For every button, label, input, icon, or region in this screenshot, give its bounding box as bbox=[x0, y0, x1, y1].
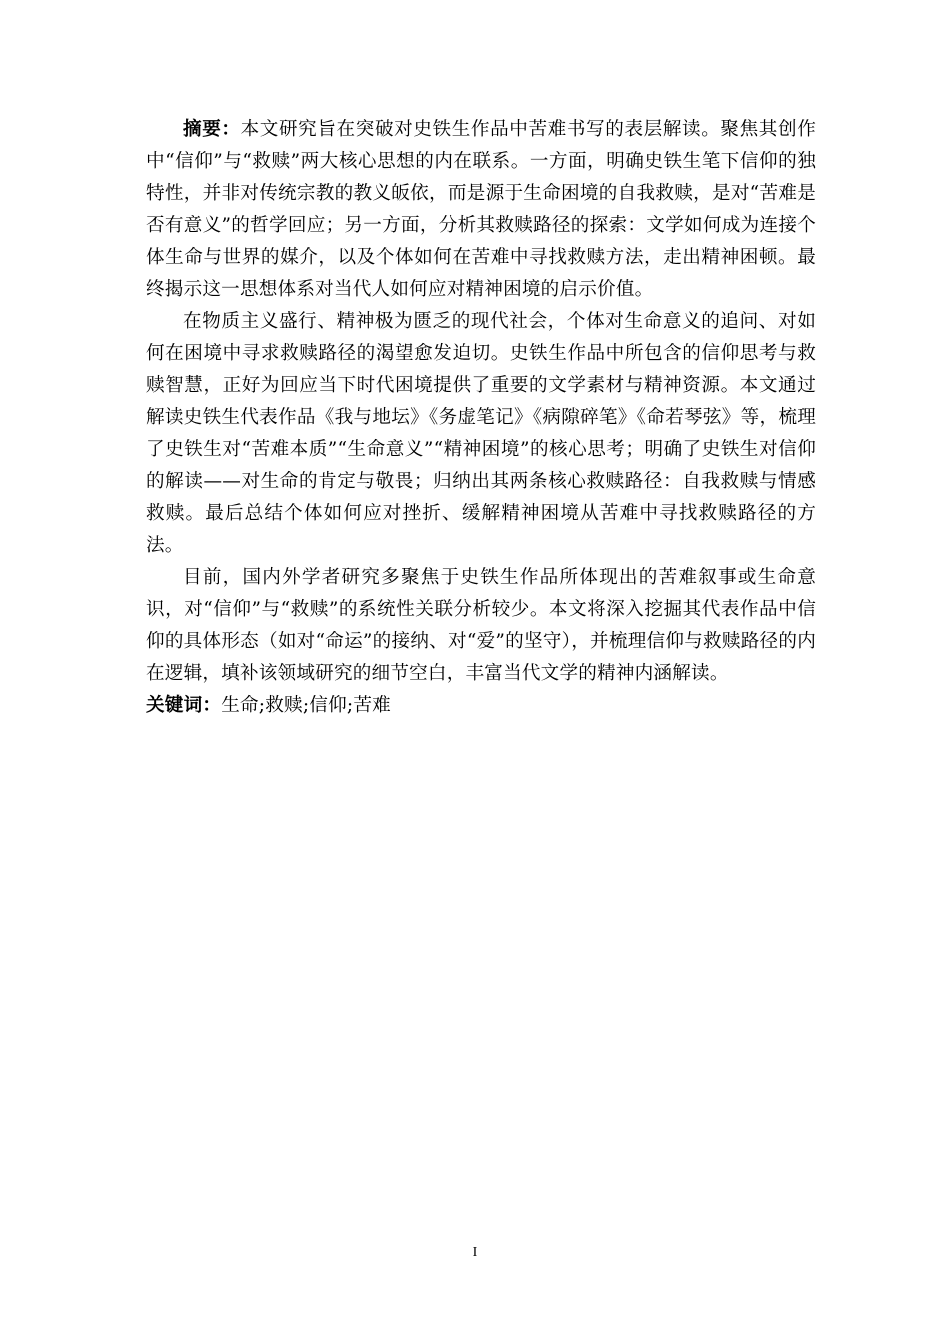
page-number: I bbox=[472, 1245, 478, 1260]
abstract-label: 摘要： bbox=[183, 119, 241, 140]
abstract-text: 本文研究旨在突破对史铁生作品中苦难书写的表层解读。聚焦其创作中“信仰”与“救赎”两大核心思想的内在联系。一方面，明确史铁生笔下信仰的独特性，并非对传统宗教的教义皈依，而是源于生命困境的自我救赎，是对“苦难是否有意义”的哲学回应；另一方面，分析其救赎路径的探索：文学如何成为连接个体生命与世界的媒介，以及个体如何在苦难中寻找救赎方法，走出精神困顿。最终揭示这一思想体系对当代人如何应对精神困境的启示价值。 bbox=[146, 119, 816, 300]
keywords-label: 关键词： bbox=[146, 695, 222, 716]
body-paragraph-1: 在物质主义盛行、精神极为匮乏的现代社会，个体对生命意义的追问、对如何在困境中寻求救赎路径的渴望愈发迫切。史铁生作品中所包含的信仰思考与救赎智慧，正好为回应当下时代困境提供了重要的文学素材与精神资源。本文通过解读史铁生代表作品《我与地坛》《务虚笔记》《病隙碎笔》《命若琴弦》等，梳理了史铁生对“苦难本质”“生命意义”“精神困境”的核心思考；明确了史铁生对信仰的解读——对生命的肯定与敬畏；归纳出其两条核心救赎路径：自我救赎与情感救赎。最后总结个体如何应对挫折、缓解精神困境从苦难中寻找救赎路径的方法。 bbox=[146, 311, 816, 556]
abstract-section bbox=[146, 114, 816, 722]
keywords-text: 生命;救赎;信仰;苦难 bbox=[221, 695, 391, 716]
keywords-line bbox=[146, 690, 816, 722]
abstract-paragraph bbox=[146, 114, 816, 306]
body-paragraph-2: 目前，国内外学者研究多聚焦于史铁生作品所体现出的苦难叙事或生命意识，对“信仰”与“救赎”的系统性关联分析较少。本文将深入挖掘其代表作品中信仰的具体形态（如对“命运”的接纳、对“爱”的坚守），并梳理信仰与救赎路径的内在逻辑，填补该领域研究的细节空白，丰富当代文学的精神内涵解读。 bbox=[146, 567, 816, 684]
